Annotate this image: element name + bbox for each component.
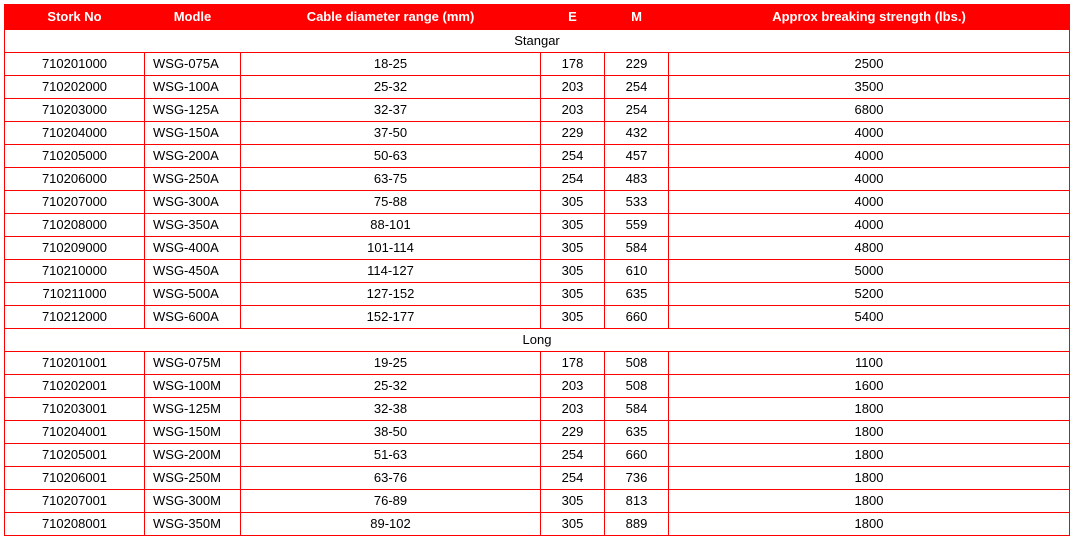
cell-stork-no: 710206000 [5, 168, 145, 191]
group-header-row [5, 30, 1070, 53]
cell-approx-breaking-strength: 5000 [669, 260, 1070, 283]
cell-e: 305 [541, 513, 605, 536]
cell-e: 305 [541, 214, 605, 237]
cell-e: 254 [541, 145, 605, 168]
cell-modle: WSG-400A [145, 237, 241, 260]
table-row [5, 398, 1070, 421]
cell-modle: WSG-200A [145, 145, 241, 168]
cell-stork-no: 710207000 [5, 191, 145, 214]
table-row [5, 214, 1070, 237]
table-row [5, 490, 1070, 513]
cell-stork-no: 710203001 [5, 398, 145, 421]
cell-m: 584 [605, 237, 669, 260]
cell-approx-breaking-strength: 4000 [669, 214, 1070, 237]
column-header-modle: Modle [145, 5, 241, 30]
cell-stork-no: 710206001 [5, 467, 145, 490]
cell-modle: WSG-200M [145, 444, 241, 467]
table-body [5, 30, 1070, 536]
cell-approx-breaking-strength: 1100 [669, 352, 1070, 375]
cell-approx-breaking-strength: 4000 [669, 122, 1070, 145]
table-row [5, 352, 1070, 375]
cell-m: 533 [605, 191, 669, 214]
cell-e: 305 [541, 191, 605, 214]
cell-e: 305 [541, 306, 605, 329]
cell-m: 813 [605, 490, 669, 513]
cell-cable-diameter-range: 114-127 [241, 260, 541, 283]
cell-e: 229 [541, 421, 605, 444]
cell-approx-breaking-strength: 1800 [669, 444, 1070, 467]
cell-modle: WSG-100A [145, 76, 241, 99]
table-row [5, 444, 1070, 467]
cell-cable-diameter-range: 32-38 [241, 398, 541, 421]
cell-cable-diameter-range: 75-88 [241, 191, 541, 214]
cell-m: 254 [605, 99, 669, 122]
cable-grip-spec-table [4, 4, 1070, 536]
cell-cable-diameter-range: 152-177 [241, 306, 541, 329]
cell-m: 584 [605, 398, 669, 421]
cell-cable-diameter-range: 37-50 [241, 122, 541, 145]
table-row [5, 53, 1070, 76]
group-label: Stangar [5, 30, 1070, 53]
cell-m: 457 [605, 145, 669, 168]
cell-cable-diameter-range: 127-152 [241, 283, 541, 306]
cell-e: 305 [541, 237, 605, 260]
cell-modle: WSG-125M [145, 398, 241, 421]
cell-cable-diameter-range: 38-50 [241, 421, 541, 444]
cell-m: 889 [605, 513, 669, 536]
cell-stork-no: 710210000 [5, 260, 145, 283]
cell-stork-no: 710201001 [5, 352, 145, 375]
cell-cable-diameter-range: 63-75 [241, 168, 541, 191]
cell-e: 203 [541, 76, 605, 99]
cell-e: 254 [541, 444, 605, 467]
cell-stork-no: 710205001 [5, 444, 145, 467]
table-row [5, 122, 1070, 145]
group-header-row [5, 329, 1070, 352]
cell-m: 229 [605, 53, 669, 76]
table-row [5, 260, 1070, 283]
cell-modle: WSG-075A [145, 53, 241, 76]
cell-modle: WSG-300M [145, 490, 241, 513]
table-row [5, 375, 1070, 398]
cell-stork-no: 710211000 [5, 283, 145, 306]
table-row [5, 421, 1070, 444]
cell-m: 483 [605, 168, 669, 191]
cell-e: 305 [541, 260, 605, 283]
cell-approx-breaking-strength: 4000 [669, 145, 1070, 168]
column-header-stork-no: Stork No [5, 5, 145, 30]
cell-m: 432 [605, 122, 669, 145]
table-header [5, 5, 1070, 30]
cell-stork-no: 710212000 [5, 306, 145, 329]
cell-modle: WSG-150M [145, 421, 241, 444]
cell-e: 254 [541, 467, 605, 490]
cell-approx-breaking-strength: 1800 [669, 513, 1070, 536]
table-row [5, 467, 1070, 490]
cell-cable-diameter-range: 88-101 [241, 214, 541, 237]
cell-modle: WSG-125A [145, 99, 241, 122]
cell-approx-breaking-strength: 4000 [669, 168, 1070, 191]
table-row [5, 191, 1070, 214]
cell-m: 254 [605, 76, 669, 99]
cell-modle: WSG-075M [145, 352, 241, 375]
cell-cable-diameter-range: 19-25 [241, 352, 541, 375]
cell-e: 178 [541, 53, 605, 76]
cell-stork-no: 710207001 [5, 490, 145, 513]
cell-cable-diameter-range: 50-63 [241, 145, 541, 168]
cell-m: 660 [605, 444, 669, 467]
cell-approx-breaking-strength: 2500 [669, 53, 1070, 76]
cell-approx-breaking-strength: 1800 [669, 490, 1070, 513]
cell-cable-diameter-range: 89-102 [241, 513, 541, 536]
cell-cable-diameter-range: 51-63 [241, 444, 541, 467]
cell-m: 610 [605, 260, 669, 283]
cell-e: 203 [541, 99, 605, 122]
cell-cable-diameter-range: 32-37 [241, 99, 541, 122]
cell-stork-no: 710208001 [5, 513, 145, 536]
cell-stork-no: 710201000 [5, 53, 145, 76]
column-header-cable-diameter-range: Cable diameter range (mm) [241, 5, 541, 30]
cell-e: 305 [541, 283, 605, 306]
cell-approx-breaking-strength: 1800 [669, 398, 1070, 421]
cell-approx-breaking-strength: 3500 [669, 76, 1070, 99]
cell-e: 203 [541, 375, 605, 398]
cell-modle: WSG-100M [145, 375, 241, 398]
cell-stork-no: 710203000 [5, 99, 145, 122]
cell-e: 229 [541, 122, 605, 145]
column-header-approx-breaking-strength: Approx breaking strength (lbs.) [669, 5, 1070, 30]
group-label: Long [5, 329, 1070, 352]
cell-stork-no: 710205000 [5, 145, 145, 168]
cell-approx-breaking-strength: 5200 [669, 283, 1070, 306]
table-header-row [5, 5, 1070, 30]
cell-m: 508 [605, 352, 669, 375]
table-row [5, 513, 1070, 536]
cell-cable-diameter-range: 25-32 [241, 76, 541, 99]
cell-cable-diameter-range: 76-89 [241, 490, 541, 513]
cell-modle: WSG-600A [145, 306, 241, 329]
table-row [5, 283, 1070, 306]
cell-stork-no: 710204001 [5, 421, 145, 444]
cell-e: 178 [541, 352, 605, 375]
cell-approx-breaking-strength: 1800 [669, 421, 1070, 444]
table-row [5, 237, 1070, 260]
cell-modle: WSG-250M [145, 467, 241, 490]
table-row [5, 76, 1070, 99]
table-row [5, 99, 1070, 122]
cell-cable-diameter-range: 18-25 [241, 53, 541, 76]
cell-stork-no: 710209000 [5, 237, 145, 260]
cell-e: 305 [541, 490, 605, 513]
cell-m: 736 [605, 467, 669, 490]
cell-e: 203 [541, 398, 605, 421]
cell-modle: WSG-350M [145, 513, 241, 536]
table-row [5, 168, 1070, 191]
cell-modle: WSG-500A [145, 283, 241, 306]
cell-approx-breaking-strength: 1800 [669, 467, 1070, 490]
cell-stork-no: 710202001 [5, 375, 145, 398]
cell-m: 508 [605, 375, 669, 398]
cell-approx-breaking-strength: 1600 [669, 375, 1070, 398]
cell-m: 559 [605, 214, 669, 237]
cell-approx-breaking-strength: 4800 [669, 237, 1070, 260]
cell-modle: WSG-150A [145, 122, 241, 145]
cell-stork-no: 710208000 [5, 214, 145, 237]
cell-cable-diameter-range: 101-114 [241, 237, 541, 260]
cell-approx-breaking-strength: 6800 [669, 99, 1070, 122]
cell-stork-no: 710204000 [5, 122, 145, 145]
column-header-e: E [541, 5, 605, 30]
cell-approx-breaking-strength: 4000 [669, 191, 1070, 214]
cell-modle: WSG-300A [145, 191, 241, 214]
cell-modle: WSG-350A [145, 214, 241, 237]
column-header-m: M [605, 5, 669, 30]
table-row [5, 145, 1070, 168]
cell-e: 254 [541, 168, 605, 191]
cell-stork-no: 710202000 [5, 76, 145, 99]
cell-cable-diameter-range: 25-32 [241, 375, 541, 398]
cell-approx-breaking-strength: 5400 [669, 306, 1070, 329]
cell-m: 660 [605, 306, 669, 329]
cell-m: 635 [605, 283, 669, 306]
cell-modle: WSG-250A [145, 168, 241, 191]
cell-m: 635 [605, 421, 669, 444]
cell-cable-diameter-range: 63-76 [241, 467, 541, 490]
cell-modle: WSG-450A [145, 260, 241, 283]
table-row [5, 306, 1070, 329]
